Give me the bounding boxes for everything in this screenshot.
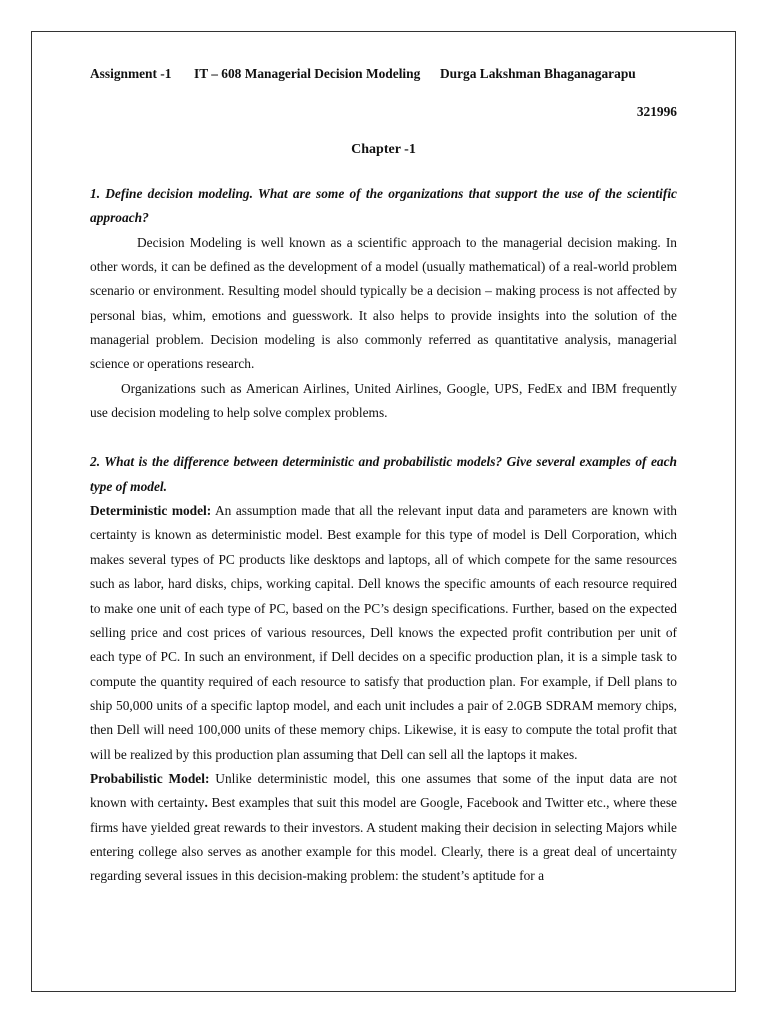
question-2: 2. What is the difference between deterministic and probabilistic models? Give several examples of each type of model. — [90, 454, 677, 494]
assignment-label: Assignment -1 — [90, 66, 172, 81]
probabilistic-model-term: Probabilistic Model: — [90, 770, 210, 786]
answer-1-paragraph-2: Organizations such as American Airlines, United Airlines, Google, UPS, FedEx and IBM frequently use decision modeling to help solve complex problems. — [90, 380, 677, 421]
answer-1-paragraph-1: Decision Modeling is well known as a scientific approach to the managerial decision making. In other words, it can be defined as the development of a model (usually mathematical) of a real-world problem scenario or environment. Resulting model should typically be a decision – making process is not affected by personal bias, whim, emotions and guesswork. It also helps to provide insights into the solution of the managerial problem. Decision modeling is also commonly referred as quantitative analysis, managerial science or operations research. — [90, 234, 677, 372]
deterministic-model-paragraph — [90, 499, 677, 767]
document-header — [90, 62, 677, 86]
probabilistic-model-text-a: Unlike deterministic model, this one assumes that some of the input data are not known with certainty — [90, 770, 677, 811]
course-title: IT – 608 Managerial Decision Modeling — [194, 66, 421, 81]
author-name: Durga Lakshman Bhaganagarapu — [440, 66, 636, 81]
question-1: 1. Define decision modeling. What are some of the organizations that support the use of the scientific approach? — [90, 186, 677, 226]
probabilistic-model-period: . — [204, 795, 208, 811]
chapter-heading: Chapter -1 — [351, 142, 416, 157]
student-id: 321996 — [636, 104, 677, 119]
document-body — [90, 62, 677, 889]
probabilistic-model-text-b: Best examples that suit this model are Google, Facebook and Twitter etc., where these firms have yielded great rewards to their investors. A student making their decision in selecting Majors while entering college also serves as another example for this model. Clearly, there is a great deal of uncertainty regarding several issues in this decision-making problem: the student’s aptitude for a — [90, 795, 677, 884]
probabilistic-model-paragraph — [90, 767, 677, 889]
deterministic-model-text: An assumption made that all the relevant input data and parameters are known with certainty is known as deterministic model. Best example for this type of model is Dell Corporation, which makes several types of PC products like desktops and laptops, all of which compete for the same resources such as labor, hard disks, chips, working capital. Dell knows the specific amounts of each resource required to make one unit of each type of PC, based on the PC’s design specifications. Further, based on the expected selling price and cost prices of various resources, Dell knows the expected profit contribution per unit of each type of PC. In such an environment, if Dell decides on a specific production plan, it is a simple task to compute the quantity required of each resource to satisfy that production plan. For example, if Dell plans to ship 50,000 units of a specific laptop model, and each unit includes a pair of 2.0GB SDRAM memory chips, then Dell will need 100,000 units of these memory chips. Likewise, it is easy to compute the total profit that will be realized by this production plan assuming that Dell can sell all the laptops it makes. — [90, 503, 677, 762]
deterministic-model-term: Deterministic model: — [90, 503, 212, 519]
